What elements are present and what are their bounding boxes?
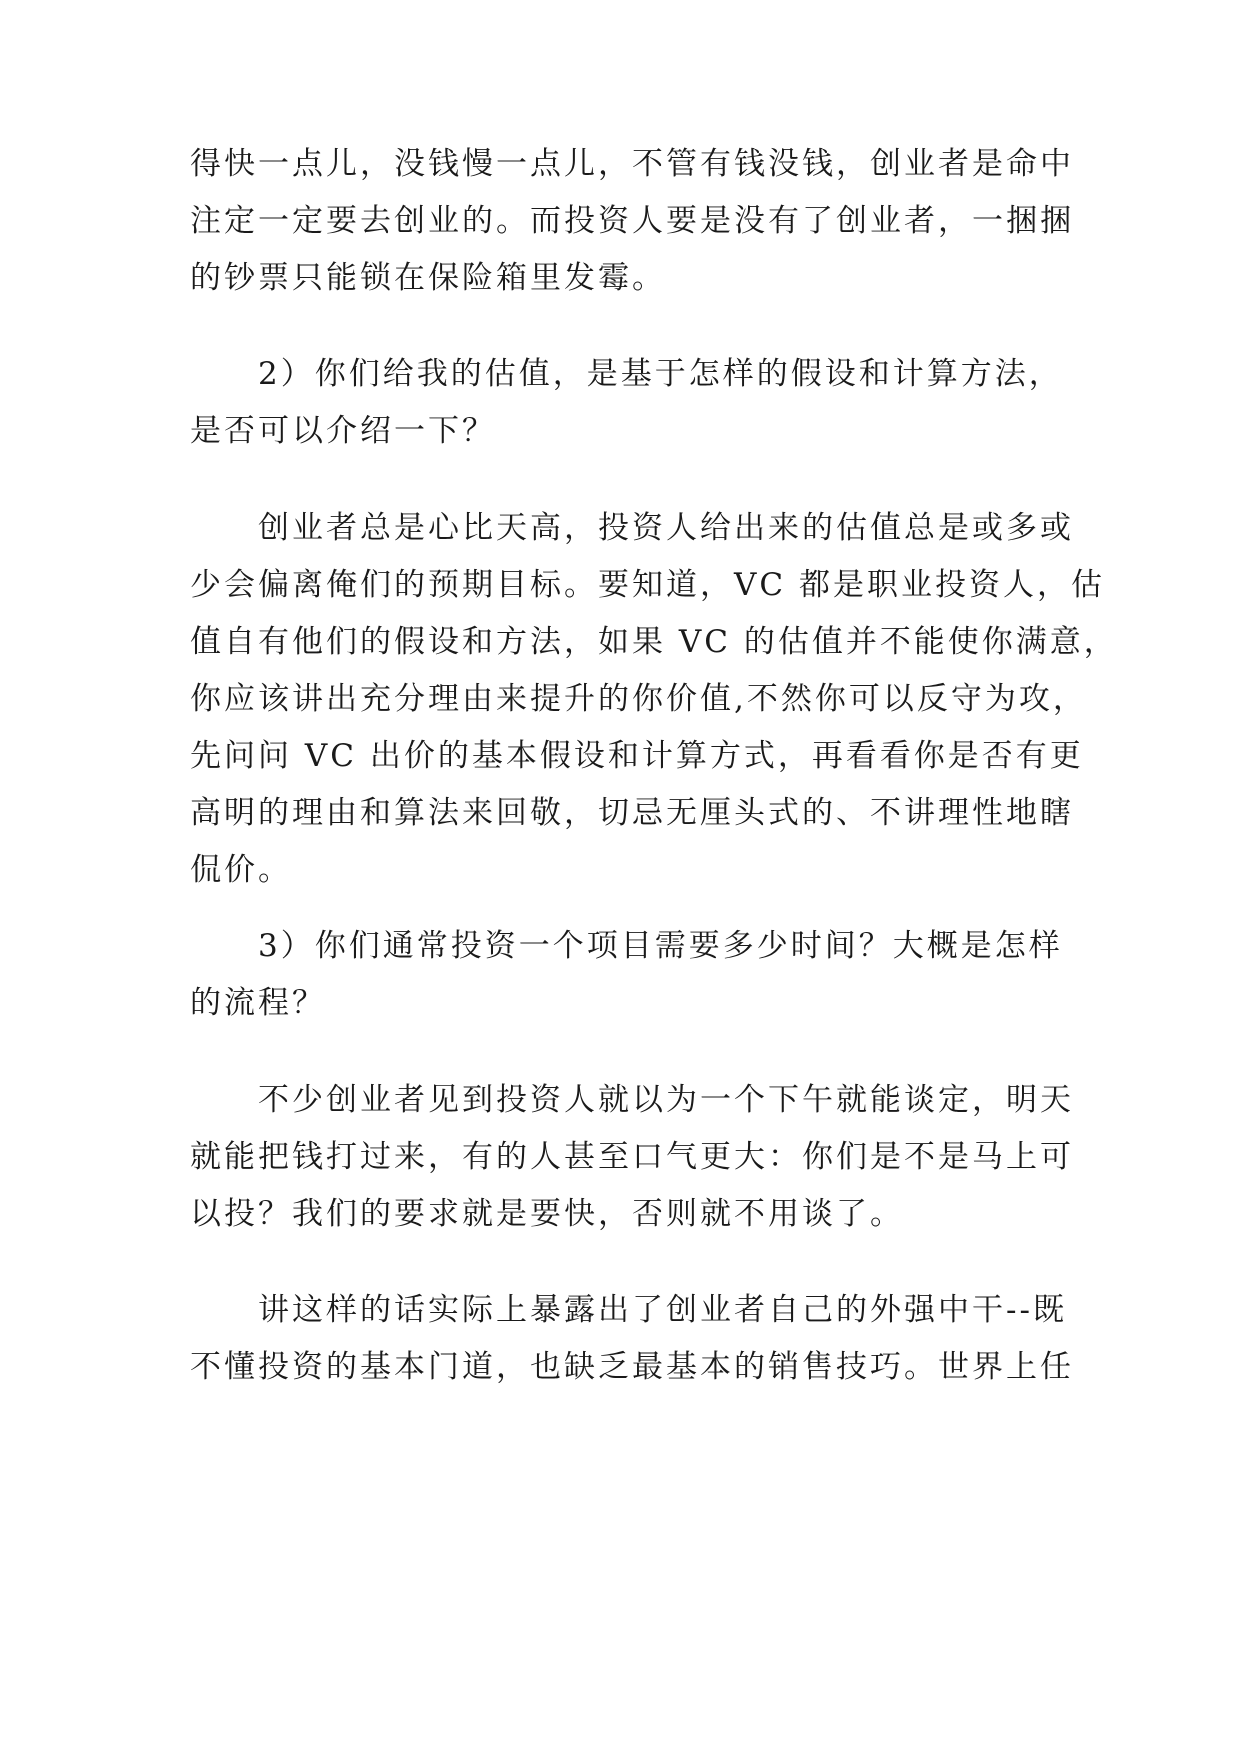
text-line: 3）你们通常投资一个项目需要多少时间？大概是怎样 [258,928,1063,964]
text-line: 高明的理由和算法来回敬，切忌无厘头式的、不讲理性地瞎 [190,795,1074,831]
text-line: 以投？我们的要求就是要快，否则就不用谈了。 [190,1196,904,1232]
text-line: 值自有他们的假设和方法，如果 VC 的估值并不能使你满意， [190,624,1118,660]
paragraph-4-question [190,918,1070,1032]
text-line: 的钞票只能锁在保险箱里发霉。 [190,260,666,296]
text-line: 2）你们给我的估值，是基于怎样的假设和计算方法， [258,356,1063,392]
text-line: 你应该讲出充分理由来提升的你价值,不然你可以反守为攻， [190,681,1087,717]
text-line: 得快一点儿，没钱慢一点儿，不管有钱没钱，创业者是命中 [190,146,1074,182]
paragraph-2-question [190,346,1070,460]
text-line: 侃价。 [190,852,292,888]
text-line: 不少创业者见到投资人就以为一个下午就能谈定，明天 [258,1082,1074,1118]
paragraph-1 [190,136,1074,307]
text-line: 注定一定要去创业的。而投资人要是没有了创业者，一捆捆 [190,203,1074,239]
text-line: 先问问 VC 出价的基本假设和计算方式，再看看你是否有更 [190,738,1084,774]
text-line: 少会偏离俺们的预期目标。要知道，VC 都是职业投资人，估 [190,567,1105,603]
paragraph-6 [190,1282,1074,1396]
text-line: 的流程？ [190,985,326,1021]
text-line: 讲这样的话实际上暴露出了创业者自己的外强中干--既 [258,1292,1067,1328]
text-line: 创业者总是心比天高，投资人给出来的估值总是或多或 [258,510,1074,546]
text-line: 就能把钱打过来，有的人甚至口气更大：你们是不是马上可 [190,1139,1074,1175]
text-line: 是否可以介绍一下？ [190,413,496,449]
paragraph-3 [190,500,1118,899]
paragraph-5 [190,1072,1074,1243]
text-line: 不懂投资的基本门道，也缺乏最基本的销售技巧。世界上任 [190,1349,1074,1385]
